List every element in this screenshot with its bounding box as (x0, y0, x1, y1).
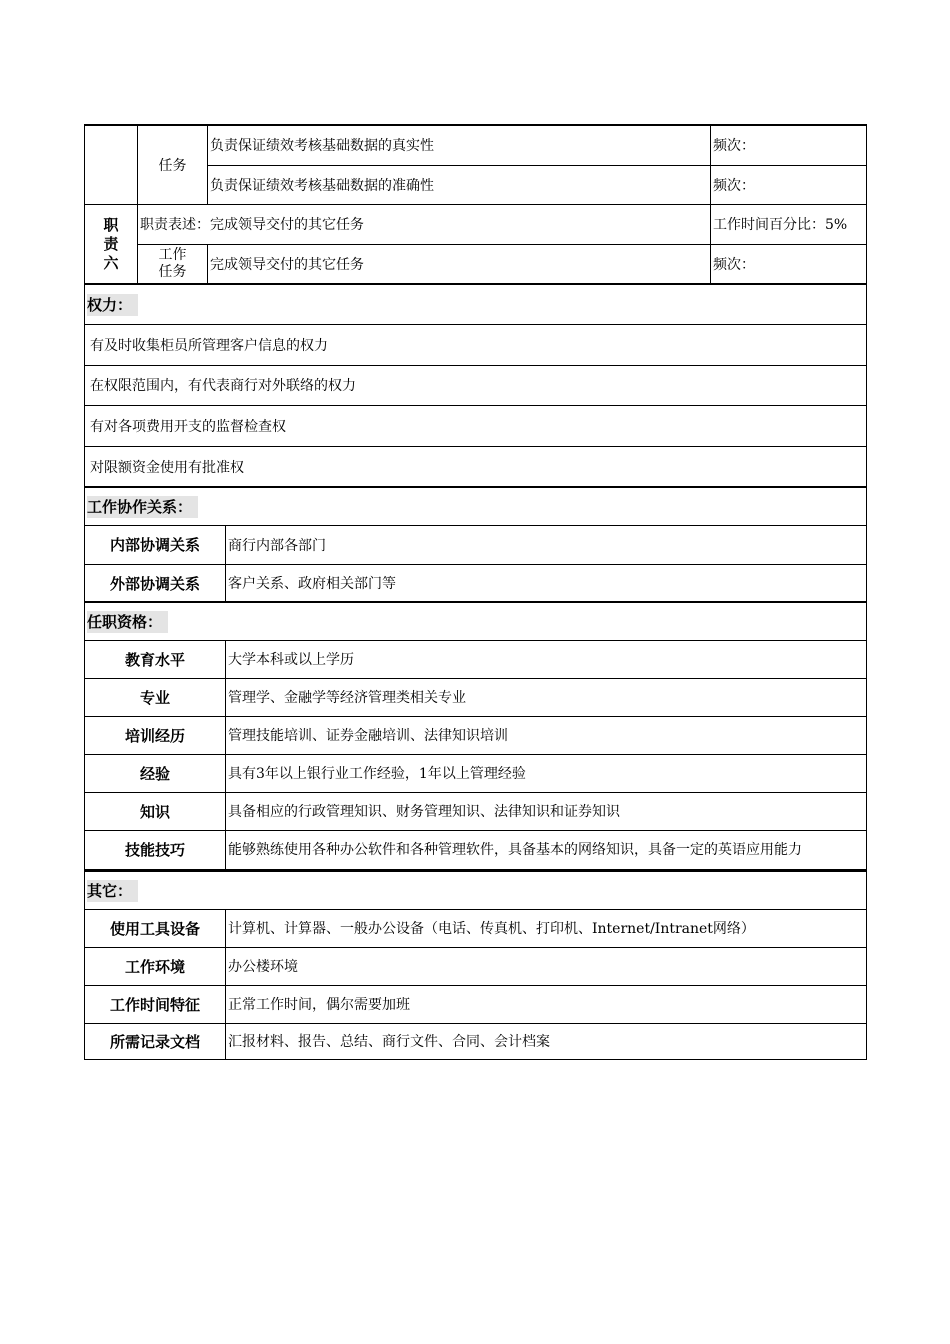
duty-table (84, 124, 867, 285)
authority-header-row (85, 284, 867, 324)
task-frequency: 频次： (711, 165, 867, 204)
duty-blank-cell (85, 125, 138, 204)
qualification-label: 知识 (85, 792, 226, 830)
relations-value: 商行内部各部门 (226, 525, 867, 564)
others-row (85, 1023, 867, 1059)
qualification-row (85, 830, 867, 869)
others-row (85, 909, 867, 947)
others-value: 正常工作时间，偶尔需要加班 (226, 985, 867, 1023)
others-label: 工作时间特征 (85, 985, 226, 1023)
duty6-task-frequency: 频次： (711, 244, 867, 284)
duty6-label (85, 204, 138, 284)
qualification-value: 管理学、金融学等经济管理类相关专业 (226, 678, 867, 716)
authority-item (85, 405, 867, 446)
qualification-value: 能够熟练使用各种办公软件和各种管理软件，具备基本的网络知识，具备一定的英语应用能力 (226, 830, 867, 869)
duty6-task-text: 完成领导交付的其它任务 (208, 244, 711, 284)
others-label: 工作环境 (85, 947, 226, 985)
qualification-row (85, 678, 867, 716)
duty6-time-percent: 工作时间百分比：5% (711, 204, 867, 244)
relations-row (85, 525, 867, 564)
others-row (85, 985, 867, 1023)
relations-header-row (85, 487, 867, 525)
qualification-row (85, 716, 867, 754)
qualification-row (85, 640, 867, 678)
others-table (84, 870, 867, 1060)
qualification-row (85, 754, 867, 792)
others-label: 使用工具设备 (85, 909, 226, 947)
relations-value: 客户关系、政府相关部门等 (226, 564, 867, 602)
others-value: 计算机、计算器、一般办公设备（电话、传真机、打印机、Internet/Intranet网络） (226, 909, 867, 947)
task-text: 负责保证绩效考核基础数据的真实性 (208, 125, 711, 165)
duty6-task-label (138, 244, 208, 284)
others-label: 所需记录文档 (85, 1023, 226, 1059)
others-value: 办公楼环境 (226, 947, 867, 985)
qualifications-header-row (85, 602, 867, 640)
qualifications-table (84, 601, 867, 870)
authority-table (84, 283, 867, 488)
qualification-value: 管理技能培训、证券金融培训、法律知识培训 (226, 716, 867, 754)
duty6-task-label-line: 任务 (158, 264, 187, 280)
authority-title: 权力： (85, 284, 867, 324)
task-label: 任务 (138, 125, 208, 204)
authority-item (85, 324, 867, 365)
duty6-char: 六 (103, 253, 119, 272)
authority-item-text: 有及时收集柜员所管理客户信息的权力 (85, 324, 867, 365)
duty6-char: 责 (103, 234, 119, 253)
qualification-value: 大学本科或以上学历 (226, 640, 867, 678)
duty6-char: 职 (103, 215, 119, 234)
others-row (85, 947, 867, 985)
duty6-description: 职责表述：完成领导交付的其它任务 (138, 204, 711, 244)
authority-item-text: 有对各项费用开支的监督检查权 (85, 405, 867, 446)
task-row-1 (85, 125, 867, 165)
task-text: 负责保证绩效考核基础数据的准确性 (208, 165, 711, 204)
duty6-desc-row (85, 204, 867, 244)
qualification-label: 培训经历 (85, 716, 226, 754)
authority-item-text: 在权限范围内，有代表商行对外联络的权力 (85, 365, 867, 405)
authority-item-text: 对限额资金使用有批准权 (85, 446, 867, 487)
duty6-task-label-line: 工作 (158, 247, 187, 263)
relations-label: 外部协调关系 (85, 564, 226, 602)
qualification-label: 经验 (85, 754, 226, 792)
qualification-label: 专业 (85, 678, 226, 716)
others-header-row (85, 871, 867, 909)
authority-item (85, 365, 867, 405)
others-value: 汇报材料、报告、总结、商行文件、合同、会计档案 (226, 1023, 867, 1059)
qualification-label: 技能技巧 (85, 830, 226, 869)
qualification-label: 教育水平 (85, 640, 226, 678)
relations-label: 内部协调关系 (85, 525, 226, 564)
task-frequency: 频次： (711, 125, 867, 165)
qualification-value: 具备相应的行政管理知识、财务管理知识、法律知识和证券知识 (226, 792, 867, 830)
qualifications-title: 任职资格： (85, 602, 867, 640)
relations-title: 工作协作关系： (85, 487, 867, 525)
others-title: 其它： (85, 871, 867, 909)
relations-row (85, 564, 867, 602)
qualification-value: 具有3年以上银行业工作经验，1年以上管理经验 (226, 754, 867, 792)
authority-item (85, 446, 867, 487)
qualification-row (85, 792, 867, 830)
duty6-task-row (85, 244, 867, 284)
relations-table (84, 486, 867, 603)
